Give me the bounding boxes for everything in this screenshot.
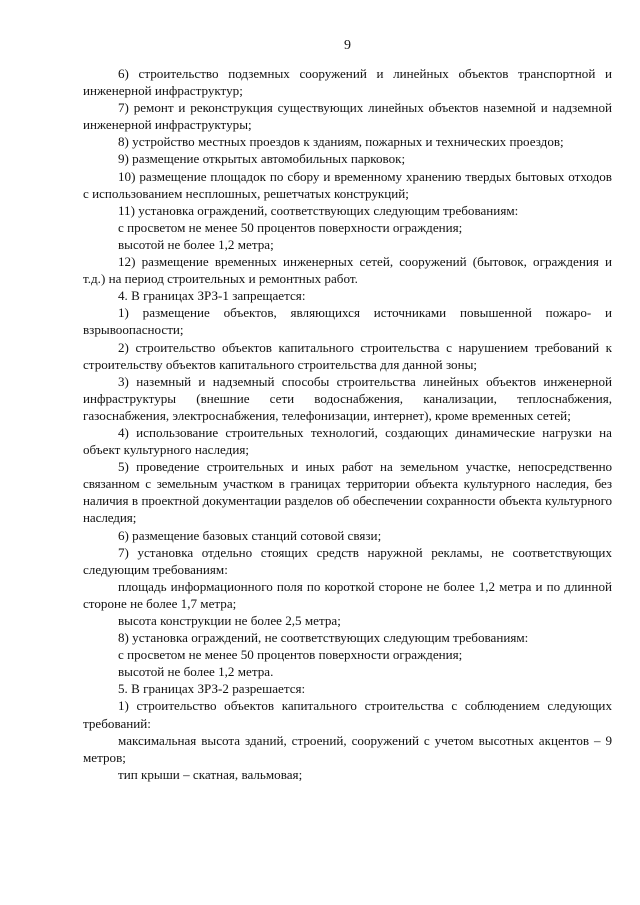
requirement-line: с просветом не менее 50 процентов поверхности ограждения; bbox=[118, 219, 463, 235]
list-item: 10) размещение площадок по сбору и временному хранению твердых бытовых отходов с использованием несплошных, решетчатых конструкций; bbox=[83, 168, 612, 201]
list-item: 7) ремонт и реконструкция существующих линейных объектов наземной и надземной инженерной инфраструктуры; bbox=[83, 100, 612, 133]
requirement-line: с просветом не менее 50 процентов поверхности ограждения; bbox=[118, 647, 463, 663]
list-item: 11) установка ограждений, соответствующих следующим требованиям: bbox=[118, 202, 519, 218]
list-item: 3) наземный и надземный способы строительства линейных объектов инженерной инфраструктуры (внешние сети водоснабжения, канализации, теплоснабжения, газоснабжения, электроснабжения, телефонизации, интернет), кроме временных сетей; bbox=[83, 373, 612, 423]
list-item: 7) установка отдельно стоящих средств наружной рекламы, не соответствующих следующим требованиям: bbox=[83, 544, 612, 577]
page-number: 9 bbox=[344, 38, 351, 53]
requirement-line: тип крыши – скатная, вальмовая; bbox=[118, 766, 303, 782]
document-body bbox=[83, 65, 612, 783]
list-item: 4) использование строительных технологий, создающих динамические нагрузки на объект культурного наследия; bbox=[83, 424, 612, 458]
list-item: 5) проведение строительных и иных работ на земельном участке, непосредственно связанном с земельным участком в границах территории объекта культурного наследия, без наличия в проектной документации разделов об обеспечении сохранности объекта культурного наследия; bbox=[83, 459, 612, 526]
list-item: 1) размещение объектов, являющихся источниками повышенной пожаро- и взрывоопасности; bbox=[83, 305, 612, 338]
list-item: 6) строительство подземных сооружений и линейных объектов транспортной и инженерной инфраструктур; bbox=[83, 66, 612, 99]
requirement-line: площадь информационного поля по короткой стороне не более 1,2 метра и по длинной стороне не более 1,7 метра; bbox=[83, 578, 612, 611]
list-item: 6) размещение базовых станций сотовой связи; bbox=[118, 527, 382, 543]
section-heading: 4. В границах ЗРЗ-1 запрещается: bbox=[118, 288, 306, 304]
list-item: 8) установка ограждений, не соответствующих следующим требованиям: bbox=[118, 630, 529, 646]
requirement-line: максимальная высота зданий, строений, сооружений с учетом высотных акцентов – 9 метров; bbox=[83, 732, 612, 765]
list-item: 8) устройство местных проездов к зданиям, пожарных и технических проездов; bbox=[118, 134, 564, 150]
list-item: 12) размещение временных инженерных сетей, сооружений (бытовок, ограждения и т.д.) на период строительных и ремонтных работ. bbox=[83, 254, 612, 287]
requirement-line: высота конструкции не более 2,5 метра; bbox=[118, 613, 341, 628]
list-item: 2) строительство объектов капитального строительства с нарушением требований к строительству объектов капитального строительства для данной зоны; bbox=[83, 339, 612, 372]
requirement-line: высотой не более 1,2 метра. bbox=[118, 664, 274, 680]
requirement-line: высотой не более 1,2 метра; bbox=[118, 236, 274, 252]
list-item: 1) строительство объектов капитального строительства с соблюдением следующих требований: bbox=[83, 698, 612, 731]
list-item: 9) размещение открытых автомобильных парковок; bbox=[118, 151, 406, 167]
section-heading: 5. В границах ЗРЗ-2 разрешается: bbox=[118, 681, 306, 697]
